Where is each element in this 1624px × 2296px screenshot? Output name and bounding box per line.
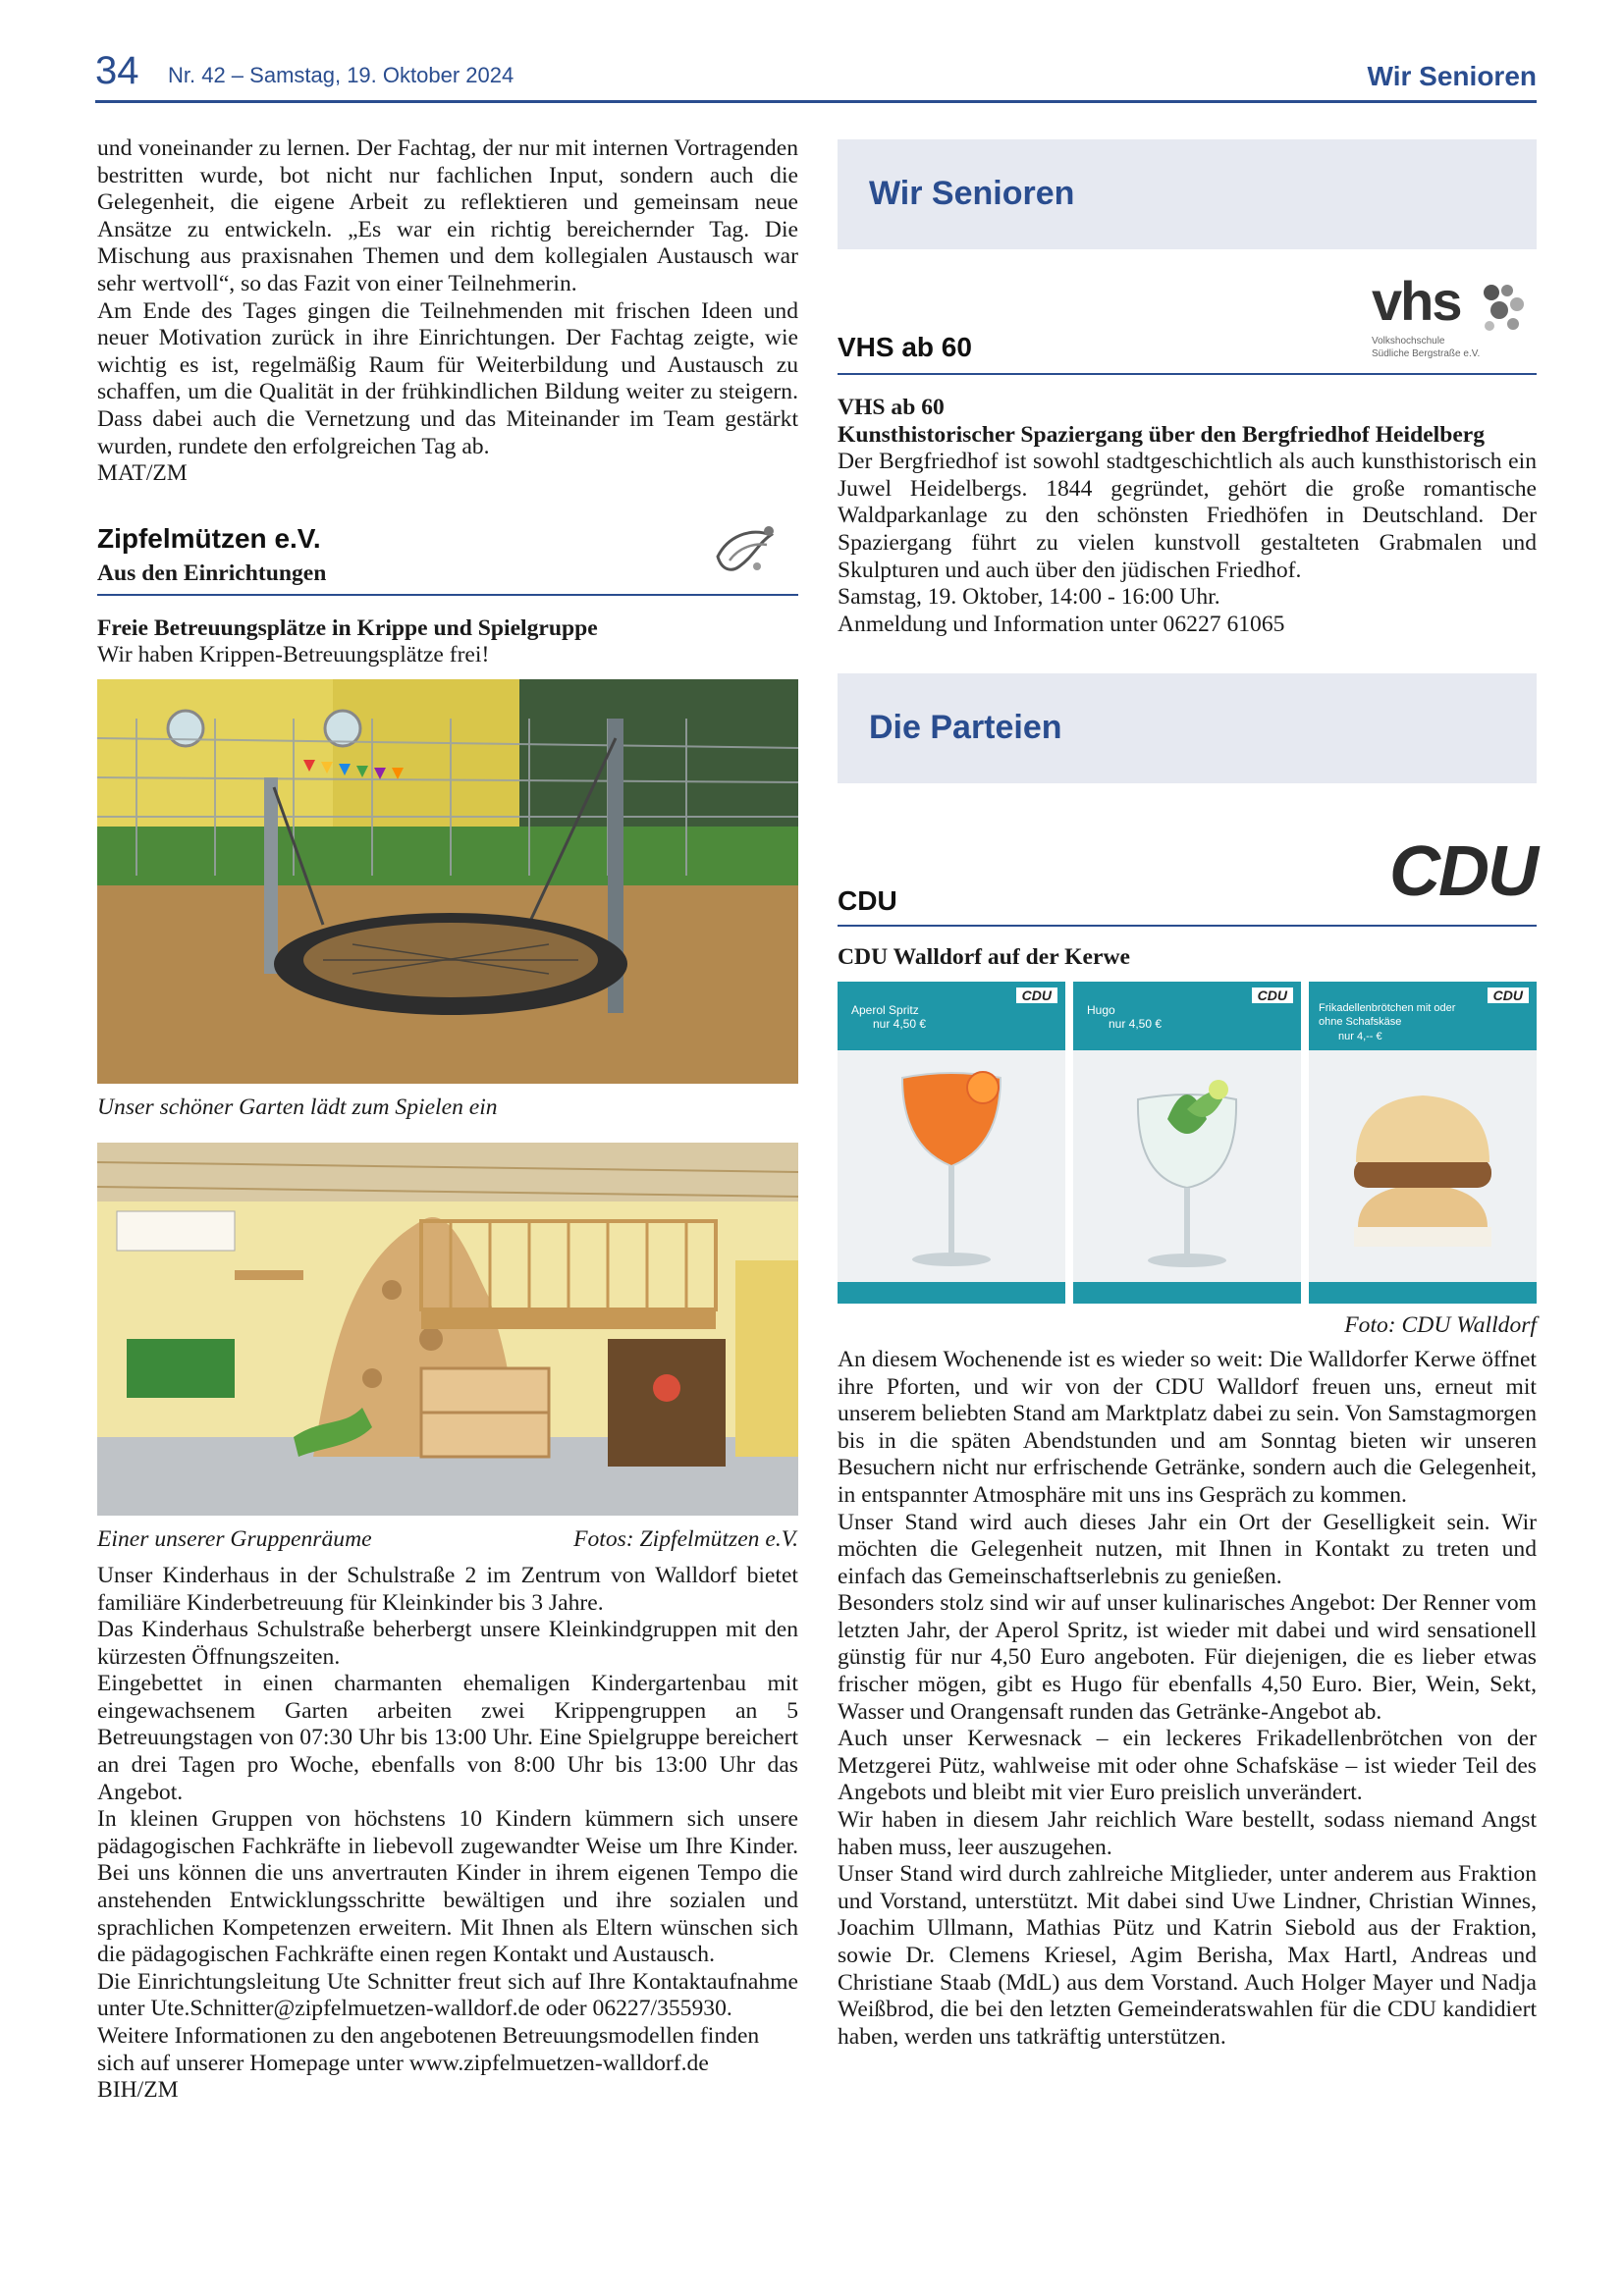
vhs-dots-icon (1474, 281, 1531, 338)
intro-paragraph-1: und voneinander zu lernen. Der Fachtag, der nur mit internen Vortragenden bestritten wurde, bot nicht nur fachlichen Input, sondern auch die Gelegenheit, die eigene Arbeit zu reflektieren und gemeinsam neue Ansätze zu entwickeln. „Es war ein richtig bereichernder Tag. Die Mischung aus praxisnahen Themen und dem kollegialen Austausch war sehr wertvoll“, so das Fazit von einer Teilnehmerin. (97, 135, 798, 296)
poster-price: nur 4,50 € (873, 1016, 927, 1031)
org-header-vhs (838, 270, 1537, 375)
banner-title: Die Parteien (869, 709, 1062, 747)
poster-frikadelle (1309, 982, 1537, 1304)
vhs-title: Kunsthistorischer Spaziergang über den Bergfriedhof Heidelberg (838, 421, 1486, 448)
poster-cdu-logo: CDU (1016, 988, 1057, 1003)
poster-cdu-logo: CDU (1252, 988, 1293, 1003)
poster-aperol (838, 982, 1065, 1304)
cdu-paragraph: Wir haben in diesem Jahr reichlich Ware bestellt, sodass niemand Angst haben muss, leer auszugehen. (838, 1807, 1537, 1860)
vhs-date: Samstag, 19. Oktober, 14:00 - 16:00 Uhr. (838, 584, 1220, 611)
group-room-caption-row (97, 1525, 798, 1553)
article-signature: BIH/ZM (97, 2077, 179, 2104)
garden-photo (97, 679, 798, 1084)
page-header (95, 49, 1537, 103)
cdu-paragraph: An diesem Wochenende ist es wieder so weit: Die Walldorfer Kerwe öffnet ihre Pforten, und wir von der CDU Walldorf freuen uns, erneut mit unserem beliebten Stand am Marktplatz dabei zu sein. Von Samstagmorgen bis in die späten Abendstunden und am Sonntag bieten wir unseren Besuchern nicht nur erfrischende Getränke, sondern auch die Gelegenheit, in entspannter Atmosphäre mit uns ins Gespräch zu kommen. (838, 1346, 1537, 1508)
poster-label: Aperol Spritz (851, 1002, 919, 1017)
banner-title: Wir Senioren (869, 175, 1075, 212)
garden-caption: Unser schöner Garten lädt zum Spielen ein (97, 1094, 498, 1120)
section-banner-parteien (838, 673, 1537, 783)
article-title: Freie Betreuungsplätze in Krippe und Spielgruppe (97, 614, 598, 641)
article-paragraph: Unser Kinderhaus in der Schulstraße 2 im Zentrum von Walldorf bietet familiäre Kinderbetreuung für Kleinkinder bis 3 Jahre. (97, 1562, 798, 1616)
poster-price: nur 4,-- € (1338, 1030, 1382, 1042)
poster-price: nur 4,50 € (1109, 1016, 1163, 1031)
vhs-kicker: VHS ab 60 (838, 395, 945, 420)
poster-footer (1309, 1282, 1537, 1304)
org-header-zipfelmuetzen (97, 523, 798, 596)
cdu-paragraph: Unser Stand wird auch dieses Jahr ein Ort der Geselligkeit sein. Wir möchten die Gelegenheit nutzen, mit Ihnen in Kontakt zu treten und einfach das Gemeinschaftserlebnis zu genießen. (838, 1509, 1537, 1589)
org-name: VHS ab 60 (838, 332, 972, 362)
article-lead: Wir haben Krippen-Betreuungsplätze frei! (97, 642, 490, 668)
group-room-caption: Einer unserer Gruppenräume (97, 1525, 372, 1552)
org-name: CDU (838, 885, 897, 917)
poster-cdu-logo: CDU (1488, 988, 1529, 1003)
left-column (97, 135, 798, 2105)
article-paragraph: Das Kinderhaus Schulstraße beherbergt unsere Kleinkindgruppen mit den kürzesten Öffnungszeiten. (97, 1617, 798, 1670)
right-column (838, 139, 1537, 2051)
poster-label: Frikadellenbrötchen mit oder ohne Schafskäse (1319, 1001, 1456, 1028)
group-room-photo (97, 1143, 798, 1516)
cdu-paragraph: Auch unser Kerwesnack – ein leckeres Frikadellenbrötchen von der Metzgerei Pütz, wahlweise mit oder ohne Schafskäse – ist wieder Teil des Angebots und bleibt mit vier Euro preislich unverändert. (838, 1726, 1537, 1806)
article-paragraph: Eingebettet in einen charmanten ehemaligen Kindergartenbau mit eingewachsenem Garten arbeiten zwei Krippengruppen an 5 Betreuungstagen von 07:30 Uhr bis 13:00 Uhr. Eine Spielgruppe bereichert an drei Tagen pro Woche, ebenfalls von 8:00 Uhr bis 13:00 Uhr das Angebot. (97, 1671, 798, 1805)
intro-paragraph-2: Am Ende des Tages gingen die Teilnehmenden mit frischen Ideen und neuer Motivation zurück in ihre Einrichtungen. Der Fachtag zeigte, wie wichtig es ist, regelmäßig Raum für Weiterbildung und Austausch zu schaffen, um die Qualität in der frühkindlichen Bildung weiter zu steigern. Dass dabei auch die Vernetzung und das Miteinander im Team gestärkt wurden, rundete den erfolgreichen Tag ab. (97, 297, 798, 459)
photo-credit: Fotos: Zipfelmützen e.V. (573, 1525, 798, 1552)
article-body (97, 1563, 798, 2105)
zipfelmuetzen-logo-icon (710, 517, 785, 582)
poster-footer (838, 1282, 1065, 1304)
cdu-logo: CDU (1389, 832, 1537, 912)
cdu-posters (838, 982, 1537, 1304)
vhs-logo (1366, 270, 1533, 367)
section-title: Wir Senioren (1367, 61, 1537, 91)
vhs-contact: Anmeldung und Information unter 06227 61065 (838, 611, 1285, 637)
org-header-cdu (838, 832, 1537, 927)
intro-signature: MAT/ZM (97, 460, 188, 487)
org-name: Zipfelmützen e.V. (97, 522, 321, 554)
hugo-glass-icon (1128, 1060, 1246, 1276)
burger-icon (1334, 1080, 1511, 1276)
vhs-logo-sub1: Volkshochschule (1372, 336, 1445, 347)
article-paragraph: In kleinen Gruppen von höchstens 10 Kindern kümmern sich unsere pädagogischen Fachkräfte in liebevoll zugewandter Weise um Ihre Kinder. Bei uns können die uns anvertrauten Kinder in ihrem eigenen Tempo die anstehenden Entwicklungsschritte bewältigen und ihre sozialen und sprachlichen Kompetenzen erweitern. Mit Ihnen als Eltern wünschen sich die pädagogischen Fachkräfte einen regen Kontakt und Austausch. (97, 1806, 798, 1968)
org-subtitle: Aus den Einrichtungen (97, 560, 327, 586)
article-paragraph: Weitere Informationen zu den angebotenen Betreuungsmodellen finden sich auf unserer Homepage unter www.zipfelmuetzen-walldorf.de (97, 2023, 760, 2076)
section-banner-senioren (838, 139, 1537, 249)
poster-label: Hugo (1087, 1002, 1115, 1017)
cdu-photo-credit: Foto: CDU Walldorf (1344, 1311, 1537, 1338)
cdu-paragraph: Besonders stolz sind wir auf unser kulinarisches Angebot: Der Renner vom letzten Jahr, der Aperol Spritz, ist wieder mit dabei und wird sensationell günstig für nur 4,50 Euro angeboten. Für diejenigen, die es lieber etwas frischer mögen, gibt es Hugo für ebenfalls 4,50 Euro. Bier, Wein, Sekt, Wasser und Orangensaft runden das Getränke-Angebot ab. (838, 1590, 1537, 1725)
issue-date: Nr. 42 – Samstag, 19. Oktober 2024 (168, 63, 514, 87)
cdu-article-body (838, 1347, 1537, 2051)
poster-footer (1073, 1282, 1301, 1304)
cdu-paragraph: Unser Stand wird durch zahlreiche Mitglieder, unter anderem aus Fraktion und Vorstand, unterstützt. Mit dabei sind Uwe Lindner, Christian Winnes, Joachim Ullmann, Mathias Pütz und Katrin Siebold aus der Fraktion, sowie Dr. Clemens Kriesel, Agim Berisha, Max Hartl, Andreas und Christiane Staab (MdL) aus dem Vorstand. Auch Holger Mayer und Nadja Weißbrod, die bei den letzten Gemeinderatswahlen für die CDU kandidiert haben, werden uns tatkräftig unterstützen. (838, 1861, 1537, 2050)
vhs-logo-sub2: Südliche Bergstraße e.V. (1372, 348, 1481, 359)
vhs-body: Der Bergfriedhof ist sowohl stadtgeschichtlich als auch kunsthistorisch ein Juwel Heidelbergs. 1844 gegründet, gehört die große romantische Waldparkanlage zu den schönsten Friedhöfen in Deutschland. Der Spaziergang führt zu vielen kunstvoll gestalteten Grabmalen und Skulpturen und auch über den jüdischen Friedhof. (838, 449, 1537, 583)
vhs-logo-text: vhs (1372, 270, 1461, 332)
poster-hugo (1073, 982, 1301, 1304)
page-number: 34 (95, 49, 139, 92)
cdu-title: CDU Walldorf auf der Kerwe (838, 944, 1130, 971)
article-paragraph: Die Einrichtungsleitung Ute Schnitter freut sich auf Ihre Kontaktaufnahme unter Ute.Schnitter@zipfelmuetzen-walldorf.de oder 06227/355930. (97, 1968, 798, 2022)
aperol-glass-icon (893, 1068, 1010, 1274)
